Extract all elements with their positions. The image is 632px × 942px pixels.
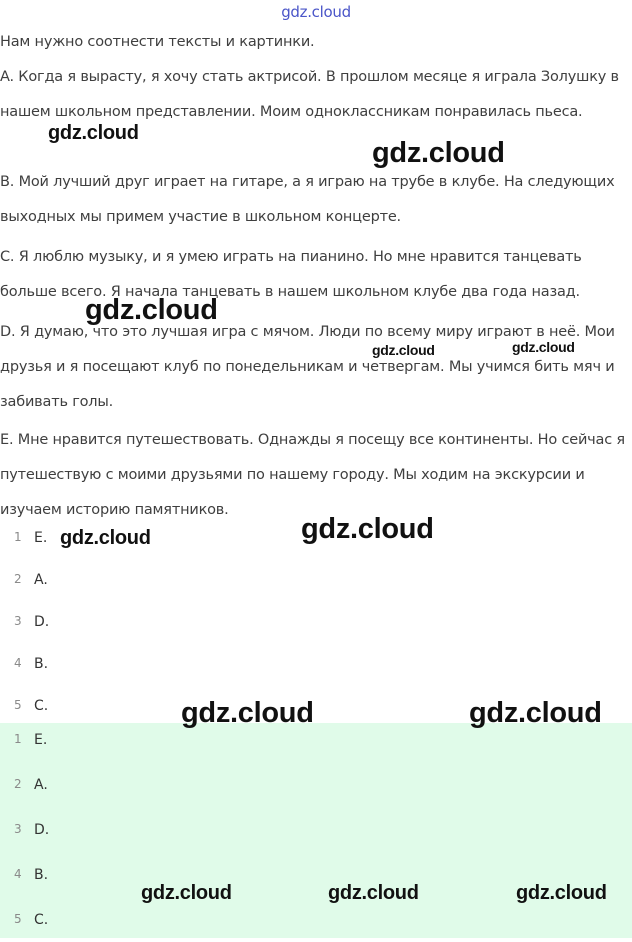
item-letter: B. [34, 656, 49, 672]
item-number: 2 [14, 777, 22, 791]
item-number: 4 [14, 656, 22, 670]
item-number: 5 [14, 912, 22, 926]
highlighted-answer-block [0, 723, 632, 938]
text-a: A. Когда я вырасту, я хочу стать актрисой. В прошлом месяце я играла Золушку в нашем школьном представлении. Моим одноклассникам понравилась пьеса. [0, 69, 619, 120]
item-number: 2 [14, 572, 22, 586]
item-letter: D. [34, 822, 50, 838]
item-letter: D. [34, 614, 50, 630]
item-number: 1 [14, 530, 22, 544]
watermark: gdz.cloud [328, 882, 419, 904]
item-letter: C. [34, 698, 49, 714]
text-c: C. Я люблю музыку, и я умею играть на пианино. Но мне нравится танцевать больше всего. Я начала танцевать в нашем школьном клубе два года назад. [0, 249, 582, 300]
watermark: gdz.cloud [85, 294, 218, 326]
watermark: gdz.cloud [301, 513, 434, 545]
item-letter: B. [34, 867, 49, 883]
text-d: D. Я думаю, что это лучшая игра с мячом. Люди по всему миру играют в неё. Мои друзья и я посещают клуб по понедельникам и четвергам. Мы учимся бить мяч и забивать голы. [0, 324, 615, 410]
header-watermark: gdz.cloud [281, 3, 351, 21]
item-letter: A. [34, 572, 48, 588]
item-number: 3 [14, 822, 22, 836]
item-number: 3 [14, 614, 22, 628]
item-number: 1 [14, 732, 22, 746]
watermark: gdz.cloud [372, 342, 435, 358]
text-b: B. Мой лучший друг играет на гитаре, а я играю на трубе в клубе. На следующих выходных мы примем участие в школьном концерте. [0, 174, 615, 225]
item-number: 4 [14, 867, 22, 881]
item-letter: C. [34, 912, 49, 928]
item-number: 5 [14, 698, 22, 712]
watermark: gdz.cloud [469, 697, 602, 729]
watermark: gdz.cloud [141, 882, 232, 904]
item-letter: E. [34, 732, 48, 748]
item-letter: E. [34, 530, 48, 546]
watermark: gdz.cloud [516, 882, 607, 904]
task-intro: Нам нужно соотнести тексты и картинки. [0, 34, 315, 50]
watermark: gdz.cloud [372, 137, 505, 169]
item-letter: A. [34, 777, 48, 793]
watermark: gdz.cloud [60, 527, 151, 549]
watermark: gdz.cloud [181, 697, 314, 729]
watermark: gdz.cloud [48, 122, 139, 144]
watermark: gdz.cloud [512, 339, 575, 355]
text-e: E. Мне нравится путешествовать. Однажды я посещу все континенты. Но сейчас я путешествую с моими друзьями по нашему городу. Мы ходим на экскурсии и изучаем историю памятников. [0, 432, 625, 518]
